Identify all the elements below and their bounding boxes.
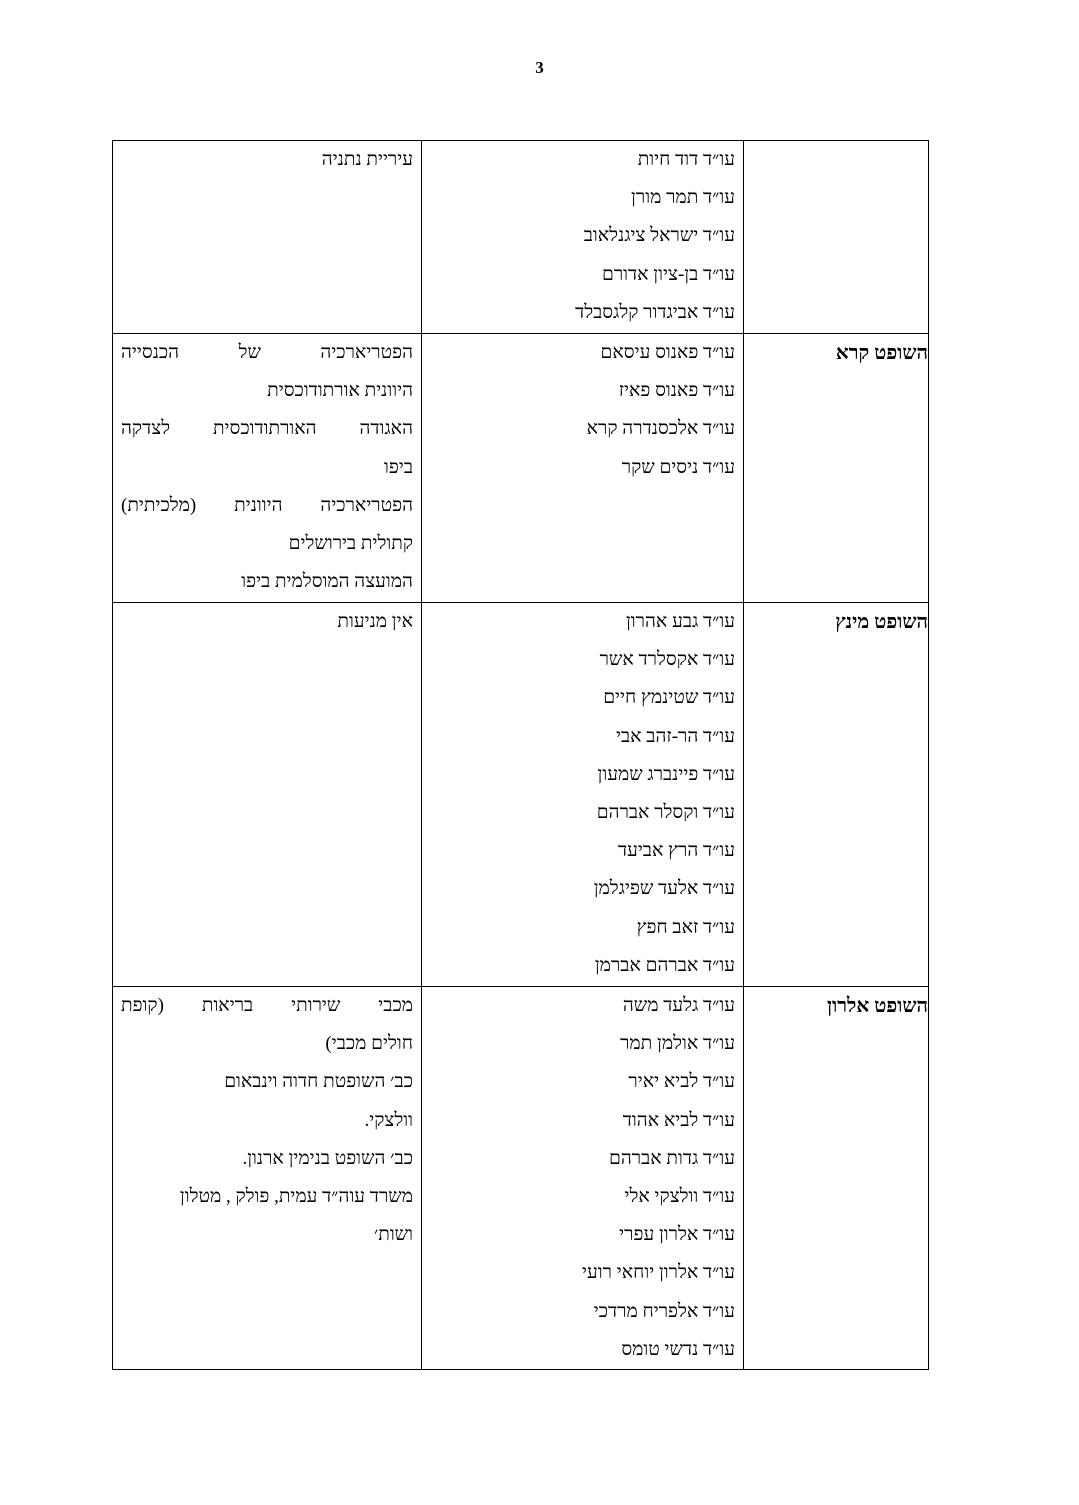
lawyer-name: עו״ד אביגדור קלגסבלד <box>575 301 735 323</box>
party-line: האגודה האורתודוכסית לצדקה <box>121 418 413 440</box>
lawyers-cell <box>422 603 744 987</box>
table-row <box>113 603 929 987</box>
party-line: הפטריארכיה של הכנסייה <box>121 342 413 363</box>
lawyer-name: עו״ד אלעד שפיגלמן <box>593 878 735 900</box>
party-line: כב׳ השופטת חדוה וינבאום <box>224 1071 413 1093</box>
parties-cell <box>113 603 422 987</box>
lawyer-name: עו״ד אלרון יוחאי רועי <box>582 1262 735 1284</box>
party-line: אין מניעות <box>337 611 413 632</box>
party-line: קתולית בירושלים <box>288 532 413 554</box>
lawyer-name: עו״ד אברהם אברמן <box>594 954 735 976</box>
lawyers-cell <box>422 987 744 1370</box>
party-line: היוונית אורתודוכסית <box>267 380 413 402</box>
party-line: המועצה המוסלמית ביפו <box>241 571 413 593</box>
lawyer-name: עו״ד זאב חפץ <box>636 916 735 938</box>
judge-cell: השופט אלרון <box>744 987 929 1370</box>
lawyer-name: עו״ד גדות אברהם <box>608 1147 735 1169</box>
parties-cell <box>113 987 422 1370</box>
party-line: הפטריארכיה היוונית (מלכיתית) <box>121 494 413 516</box>
lawyer-name: עו״ד שטינמץ חיים <box>603 687 735 709</box>
lawyer-name: עו״ד הר-זהב אבי <box>616 725 735 747</box>
page-number: 3 <box>535 58 544 77</box>
lawyer-name: עו״ד וקסלר אברהם <box>596 801 735 823</box>
lawyers-cell <box>422 334 744 603</box>
parties-cell <box>113 334 422 603</box>
lawyer-name: עו״ד בן-ציון אדורם <box>601 263 735 285</box>
lawyer-name: עו״ד לביא יאיר <box>628 1071 735 1093</box>
lawyer-name: עו״ד הרץ אביעד <box>617 840 735 862</box>
lawyer-name: עו״ד נדשי טומס <box>621 1338 735 1360</box>
table-row <box>113 334 929 603</box>
lawyer-name: עו״ד פאנוס פאיז <box>618 380 735 402</box>
party-line: וולצקי. <box>364 1109 413 1131</box>
party-line: ושות׳ <box>373 1224 413 1246</box>
lawyers-cell <box>422 141 744 334</box>
party-line: מכבי שירותי בריאות (קופת <box>121 995 413 1016</box>
lawyer-name: עו״ד פאנוס עיסאם <box>600 342 735 363</box>
party-line: עיריית נתניה <box>321 149 413 170</box>
judge-cell <box>744 141 929 334</box>
judge-cell: השופט מינץ <box>744 603 929 987</box>
lawyer-name: עו״ד פיינברג שמעון <box>597 763 735 785</box>
lawyer-name: עו״ד אלכסנדרה קרא <box>586 418 735 440</box>
parties-cell <box>113 141 422 334</box>
party-line: משרד עוה״ד עמית, פולק , מטלון <box>179 1185 413 1207</box>
lawyer-name: עו״ד גבע אהרון <box>625 611 735 632</box>
lawyer-name: עו״ד אקסלרד אשר <box>599 649 735 671</box>
lawyer-name: עו״ד ישראל ציגנלאוב <box>583 225 735 247</box>
lawyer-name: עו״ד לביא אהוד <box>622 1109 735 1131</box>
lawyer-name: עו״ד וולצקי אלי <box>624 1185 735 1207</box>
party-line: ביפו <box>384 456 413 478</box>
lawyer-name: עו״ד אולמן תמר <box>620 1033 735 1055</box>
table-row <box>113 987 929 1370</box>
lawyer-name: עו״ד גלעד משה <box>622 995 735 1016</box>
lawyer-name: עו״ד תמר מורן <box>631 187 735 209</box>
lawyer-name: עו״ד אלפריח מרדכי <box>593 1300 735 1322</box>
lawyer-name: עו״ד אלרון עפרי <box>619 1224 735 1246</box>
judge-cell: השופט קרא <box>744 334 929 603</box>
recusal-table <box>112 140 929 1370</box>
party-line: חולים מכבי) <box>325 1033 413 1055</box>
lawyer-name: עו״ד דוד חיות <box>637 149 735 170</box>
party-line: כב׳ השופט בנימין ארנון. <box>242 1147 413 1169</box>
table-row <box>113 141 929 334</box>
lawyer-name: עו״ד ניסים שקר <box>621 456 735 478</box>
